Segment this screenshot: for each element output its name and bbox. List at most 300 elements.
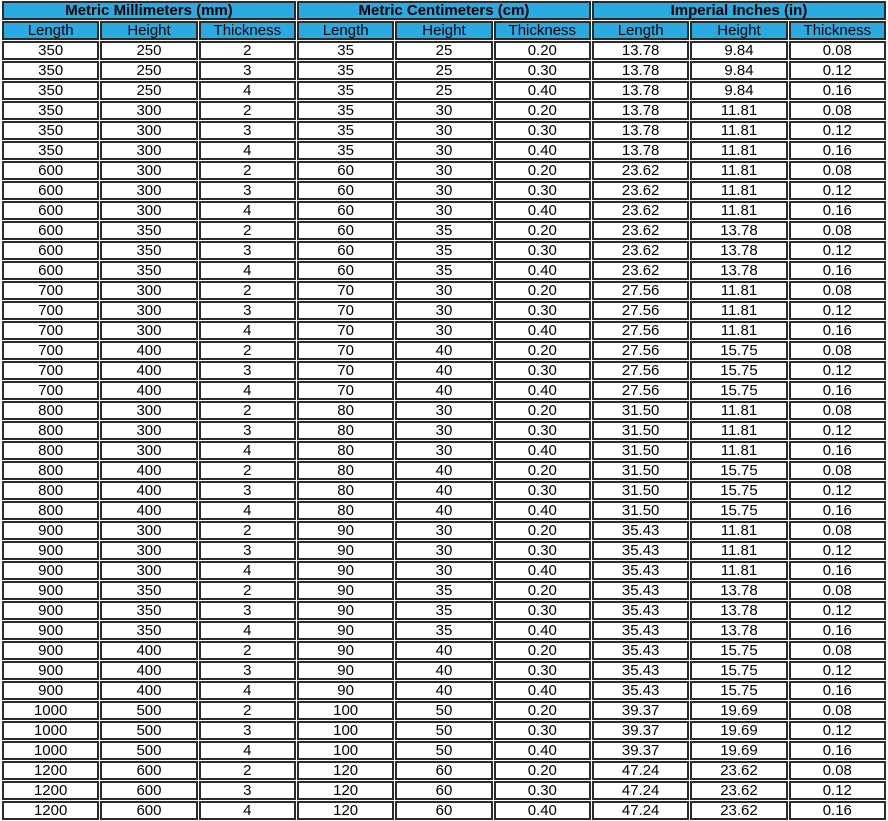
table-cell: 700	[2, 321, 99, 340]
table-cell: 3	[199, 301, 296, 320]
table-row	[2, 281, 886, 300]
table-cell: 60	[297, 221, 394, 240]
table-cell: 0.08	[789, 761, 886, 780]
table-cell: 80	[297, 441, 394, 460]
table-cell: 900	[2, 601, 99, 620]
table-cell: 600	[2, 241, 99, 260]
table-cell: 11.81	[690, 161, 787, 180]
table-cell: 13.78	[690, 261, 787, 280]
table-cell: 0.40	[494, 441, 591, 460]
table-cell: 80	[297, 421, 394, 440]
table-cell: 600	[2, 261, 99, 280]
table-cell: 3	[199, 481, 296, 500]
group-header-row	[2, 1, 886, 20]
table-cell: 0.08	[789, 341, 886, 360]
table-cell: 15.75	[690, 341, 787, 360]
table-cell: 15.75	[690, 361, 787, 380]
table-cell: 0.30	[494, 781, 591, 800]
table-cell: 350	[2, 101, 99, 120]
table-row	[2, 161, 886, 180]
table-cell: 39.37	[592, 721, 689, 740]
table-cell: 120	[297, 801, 394, 820]
table-cell: 90	[297, 681, 394, 700]
table-cell: 600	[100, 761, 197, 780]
table-cell: 23.62	[690, 781, 787, 800]
table-cell: 400	[100, 641, 197, 660]
table-cell: 50	[395, 701, 492, 720]
table-cell: 0.20	[494, 161, 591, 180]
table-cell: 0.08	[789, 521, 886, 540]
table-cell: 400	[100, 361, 197, 380]
table-cell: 11.81	[690, 401, 787, 420]
table-cell: 35	[297, 61, 394, 80]
table-cell: 35.43	[592, 621, 689, 640]
table-cell: 3	[199, 241, 296, 260]
table-cell: 0.20	[494, 341, 591, 360]
table-row	[2, 661, 886, 680]
table-cell: 40	[395, 481, 492, 500]
table-cell: 35	[297, 41, 394, 60]
table-cell: 13.78	[592, 61, 689, 80]
table-cell: 3	[199, 61, 296, 80]
table-cell: 0.16	[789, 561, 886, 580]
table-cell: 23.62	[690, 761, 787, 780]
table-cell: 3	[199, 421, 296, 440]
table-cell: 35	[395, 601, 492, 620]
table-cell: 9.84	[690, 61, 787, 80]
table-cell: 0.30	[494, 601, 591, 620]
table-cell: 80	[297, 481, 394, 500]
table-cell: 9.84	[690, 81, 787, 100]
table-cell: 300	[100, 101, 197, 120]
table-cell: 0.40	[494, 321, 591, 340]
table-cell: 0.08	[789, 701, 886, 720]
table-cell: 300	[100, 421, 197, 440]
table-cell: 4	[199, 201, 296, 220]
table-cell: 120	[297, 781, 394, 800]
table-cell: 30	[395, 321, 492, 340]
table-row	[2, 41, 886, 60]
table-cell: 13.78	[690, 241, 787, 260]
table-cell: 90	[297, 621, 394, 640]
table-cell: 400	[100, 501, 197, 520]
table-cell: 30	[395, 161, 492, 180]
table-row	[2, 501, 886, 520]
table-cell: 40	[395, 341, 492, 360]
table-cell: 350	[2, 81, 99, 100]
group-header-imperial-in: Imperial Inches (in)	[592, 1, 886, 20]
table-row	[2, 181, 886, 200]
table-cell: 60	[395, 761, 492, 780]
table-cell: 2	[199, 101, 296, 120]
table-row	[2, 341, 886, 360]
table-cell: 30	[395, 561, 492, 580]
table-cell: 900	[2, 621, 99, 640]
table-cell: 0.08	[789, 641, 886, 660]
table-cell: 50	[395, 741, 492, 760]
table-cell: 11.81	[690, 321, 787, 340]
table-cell: 47.24	[592, 761, 689, 780]
table-row	[2, 721, 886, 740]
table-cell: 11.81	[690, 521, 787, 540]
table-cell: 0.20	[494, 41, 591, 60]
table-cell: 2	[199, 281, 296, 300]
table-cell: 11.81	[690, 281, 787, 300]
table-cell: 350	[100, 221, 197, 240]
table-cell: 3	[199, 721, 296, 740]
table-cell: 19.69	[690, 701, 787, 720]
column-header-cm-thickness: Thickness	[494, 21, 591, 40]
table-cell: 4	[199, 681, 296, 700]
table-cell: 3	[199, 121, 296, 140]
table-cell: 35	[297, 141, 394, 160]
table-cell: 400	[100, 341, 197, 360]
table-cell: 13.78	[592, 81, 689, 100]
table-cell: 900	[2, 661, 99, 680]
table-cell: 0.40	[494, 681, 591, 700]
table-cell: 50	[395, 721, 492, 740]
column-header-row	[2, 21, 886, 40]
table-cell: 0.40	[494, 381, 591, 400]
table-cell: 0.16	[789, 81, 886, 100]
table-cell: 11.81	[690, 441, 787, 460]
table-cell: 800	[2, 401, 99, 420]
group-header-metric-mm: Metric Millimeters (mm)	[2, 1, 296, 20]
table-cell: 35	[395, 221, 492, 240]
table-cell: 900	[2, 681, 99, 700]
table-cell: 40	[395, 381, 492, 400]
column-header-mm-height: Height	[100, 21, 197, 40]
table-cell: 0.08	[789, 41, 886, 60]
table-cell: 0.16	[789, 261, 886, 280]
table-row	[2, 761, 886, 780]
table-cell: 300	[100, 301, 197, 320]
table-cell: 0.40	[494, 141, 591, 160]
table-cell: 31.50	[592, 461, 689, 480]
table-cell: 60	[297, 161, 394, 180]
table-cell: 39.37	[592, 741, 689, 760]
table-cell: 0.20	[494, 101, 591, 120]
table-cell: 700	[2, 381, 99, 400]
table-row	[2, 201, 886, 220]
table-cell: 900	[2, 541, 99, 560]
column-header-in-length: Length	[592, 21, 689, 40]
table-row	[2, 421, 886, 440]
table-cell: 35.43	[592, 521, 689, 540]
table-cell: 3	[199, 661, 296, 680]
table-cell: 350	[100, 621, 197, 640]
table-row	[2, 101, 886, 120]
table-cell: 0.12	[789, 181, 886, 200]
table-cell: 90	[297, 581, 394, 600]
table-cell: 2	[199, 701, 296, 720]
table-cell: 13.78	[690, 601, 787, 620]
table-cell: 0.40	[494, 201, 591, 220]
table-cell: 15.75	[690, 461, 787, 480]
table-cell: 100	[297, 721, 394, 740]
table-cell: 70	[297, 381, 394, 400]
table-cell: 700	[2, 361, 99, 380]
table-cell: 0.30	[494, 61, 591, 80]
table-cell: 1200	[2, 801, 99, 820]
table-cell: 30	[395, 521, 492, 540]
table-cell: 500	[100, 741, 197, 760]
table-cell: 0.20	[494, 701, 591, 720]
table-cell: 35.43	[592, 541, 689, 560]
table-row	[2, 321, 886, 340]
table-cell: 25	[395, 61, 492, 80]
table-cell: 2	[199, 401, 296, 420]
table-cell: 0.40	[494, 561, 591, 580]
table-row	[2, 681, 886, 700]
table-cell: 600	[100, 781, 197, 800]
table-cell: 350	[100, 581, 197, 600]
table-cell: 0.30	[494, 661, 591, 680]
table-cell: 0.30	[494, 361, 591, 380]
table-cell: 500	[100, 721, 197, 740]
table-cell: 0.16	[789, 681, 886, 700]
table-cell: 60	[395, 801, 492, 820]
table-cell: 0.12	[789, 241, 886, 260]
table-row	[2, 701, 886, 720]
table-cell: 35	[395, 581, 492, 600]
table-cell: 19.69	[690, 741, 787, 760]
table-cell: 0.08	[789, 461, 886, 480]
table-row	[2, 221, 886, 240]
table-row	[2, 61, 886, 80]
table-cell: 70	[297, 281, 394, 300]
table-cell: 900	[2, 561, 99, 580]
table-cell: 0.20	[494, 761, 591, 780]
table-cell: 11.81	[690, 301, 787, 320]
table-cell: 35.43	[592, 561, 689, 580]
table-cell: 350	[2, 41, 99, 60]
table-cell: 13.78	[690, 621, 787, 640]
table-cell: 300	[100, 521, 197, 540]
table-cell: 30	[395, 401, 492, 420]
table-cell: 300	[100, 281, 197, 300]
table-cell: 31.50	[592, 401, 689, 420]
table-cell: 300	[100, 141, 197, 160]
table-row	[2, 141, 886, 160]
table-row	[2, 801, 886, 820]
table-row	[2, 601, 886, 620]
table-cell: 0.12	[789, 601, 886, 620]
table-cell: 2	[199, 581, 296, 600]
table-cell: 40	[395, 641, 492, 660]
table-cell: 80	[297, 461, 394, 480]
table-cell: 0.12	[789, 721, 886, 740]
table-cell: 0.30	[494, 421, 591, 440]
table-row	[2, 461, 886, 480]
table-cell: 11.81	[690, 101, 787, 120]
table-cell: 300	[100, 121, 197, 140]
table-cell: 0.08	[789, 401, 886, 420]
table-cell: 300	[100, 201, 197, 220]
table-row	[2, 521, 886, 540]
table-cell: 400	[100, 381, 197, 400]
table-cell: 35	[395, 261, 492, 280]
table-cell: 0.08	[789, 221, 886, 240]
table-cell: 15.75	[690, 681, 787, 700]
column-header-mm-length: Length	[2, 21, 99, 40]
table-cell: 0.12	[789, 121, 886, 140]
table-cell: 19.69	[690, 721, 787, 740]
table-cell: 4	[199, 81, 296, 100]
table-header	[2, 1, 886, 40]
table-cell: 30	[395, 281, 492, 300]
table-row	[2, 641, 886, 660]
table-row	[2, 741, 886, 760]
table-cell: 90	[297, 561, 394, 580]
table-cell: 700	[2, 341, 99, 360]
table-cell: 1200	[2, 781, 99, 800]
table-row	[2, 401, 886, 420]
table-row	[2, 121, 886, 140]
table-cell: 1200	[2, 761, 99, 780]
table-cell: 35.43	[592, 661, 689, 680]
table-cell: 2	[199, 221, 296, 240]
table-cell: 400	[100, 461, 197, 480]
table-cell: 250	[100, 81, 197, 100]
table-cell: 4	[199, 261, 296, 280]
table-row	[2, 581, 886, 600]
table-cell: 35	[297, 121, 394, 140]
column-header-cm-height: Height	[395, 21, 492, 40]
table-cell: 27.56	[592, 301, 689, 320]
table-cell: 0.16	[789, 141, 886, 160]
table-cell: 15.75	[690, 661, 787, 680]
table-row	[2, 781, 886, 800]
table-cell: 0.30	[494, 541, 591, 560]
table-cell: 400	[100, 481, 197, 500]
table-cell: 23.62	[592, 181, 689, 200]
column-header-in-height: Height	[690, 21, 787, 40]
table-cell: 35	[297, 101, 394, 120]
table-cell: 35	[395, 241, 492, 260]
table-cell: 0.20	[494, 461, 591, 480]
table-cell: 0.20	[494, 281, 591, 300]
table-cell: 0.40	[494, 501, 591, 520]
table-cell: 400	[100, 661, 197, 680]
table-row	[2, 561, 886, 580]
table-cell: 4	[199, 561, 296, 580]
table-cell: 30	[395, 201, 492, 220]
table-cell: 900	[2, 521, 99, 540]
table-cell: 11.81	[690, 561, 787, 580]
table-cell: 23.62	[592, 161, 689, 180]
column-header-cm-length: Length	[297, 21, 394, 40]
table-cell: 0.12	[789, 421, 886, 440]
table-cell: 40	[395, 661, 492, 680]
table-cell: 0.20	[494, 221, 591, 240]
table-cell: 27.56	[592, 321, 689, 340]
table-cell: 0.12	[789, 361, 886, 380]
table-cell: 300	[100, 321, 197, 340]
table-cell: 1000	[2, 701, 99, 720]
table-cell: 700	[2, 301, 99, 320]
table-cell: 13.78	[592, 41, 689, 60]
table-cell: 2	[199, 761, 296, 780]
table-cell: 800	[2, 421, 99, 440]
table-cell: 0.12	[789, 301, 886, 320]
table-cell: 40	[395, 681, 492, 700]
table-cell: 4	[199, 501, 296, 520]
table-cell: 70	[297, 321, 394, 340]
table-cell: 500	[100, 701, 197, 720]
table-cell: 0.08	[789, 101, 886, 120]
table-cell: 70	[297, 301, 394, 320]
table-cell: 0.40	[494, 261, 591, 280]
table-cell: 23.62	[592, 261, 689, 280]
table-cell: 4	[199, 801, 296, 820]
table-cell: 15.75	[690, 641, 787, 660]
table-row	[2, 361, 886, 380]
table-cell: 600	[2, 201, 99, 220]
table-cell: 100	[297, 741, 394, 760]
table-cell: 2	[199, 41, 296, 60]
table-cell: 0.16	[789, 321, 886, 340]
table-cell: 30	[395, 141, 492, 160]
table-row	[2, 301, 886, 320]
table-cell: 350	[2, 141, 99, 160]
table-cell: 4	[199, 621, 296, 640]
table-cell: 0.16	[789, 741, 886, 760]
table-cell: 60	[297, 241, 394, 260]
table-row	[2, 541, 886, 560]
table-cell: 31.50	[592, 441, 689, 460]
table-cell: 90	[297, 521, 394, 540]
table-cell: 700	[2, 281, 99, 300]
table-cell: 400	[100, 681, 197, 700]
table-cell: 0.12	[789, 481, 886, 500]
table-cell: 300	[100, 161, 197, 180]
table-cell: 13.78	[592, 121, 689, 140]
table-row	[2, 621, 886, 640]
table-row	[2, 481, 886, 500]
table-row	[2, 381, 886, 400]
table-cell: 60	[297, 181, 394, 200]
table-cell: 0.20	[494, 401, 591, 420]
table-cell: 0.30	[494, 121, 591, 140]
table-cell: 40	[395, 461, 492, 480]
table-cell: 0.16	[789, 441, 886, 460]
table-cell: 800	[2, 481, 99, 500]
table-cell: 13.78	[690, 221, 787, 240]
table-cell: 300	[100, 401, 197, 420]
table-cell: 600	[100, 801, 197, 820]
table-cell: 350	[2, 121, 99, 140]
table-cell: 23.62	[592, 241, 689, 260]
table-cell: 300	[100, 561, 197, 580]
table-cell: 31.50	[592, 501, 689, 520]
table-cell: 3	[199, 601, 296, 620]
table-cell: 35.43	[592, 601, 689, 620]
table-cell: 23.62	[592, 221, 689, 240]
table-cell: 2	[199, 641, 296, 660]
table-cell: 350	[2, 61, 99, 80]
table-cell: 600	[2, 161, 99, 180]
table-cell: 35	[297, 81, 394, 100]
table-cell: 0.20	[494, 521, 591, 540]
table-cell: 600	[2, 181, 99, 200]
table-cell: 300	[100, 541, 197, 560]
table-cell: 11.81	[690, 181, 787, 200]
table-cell: 4	[199, 441, 296, 460]
table-cell: 27.56	[592, 381, 689, 400]
table-cell: 90	[297, 661, 394, 680]
table-cell: 0.16	[789, 801, 886, 820]
